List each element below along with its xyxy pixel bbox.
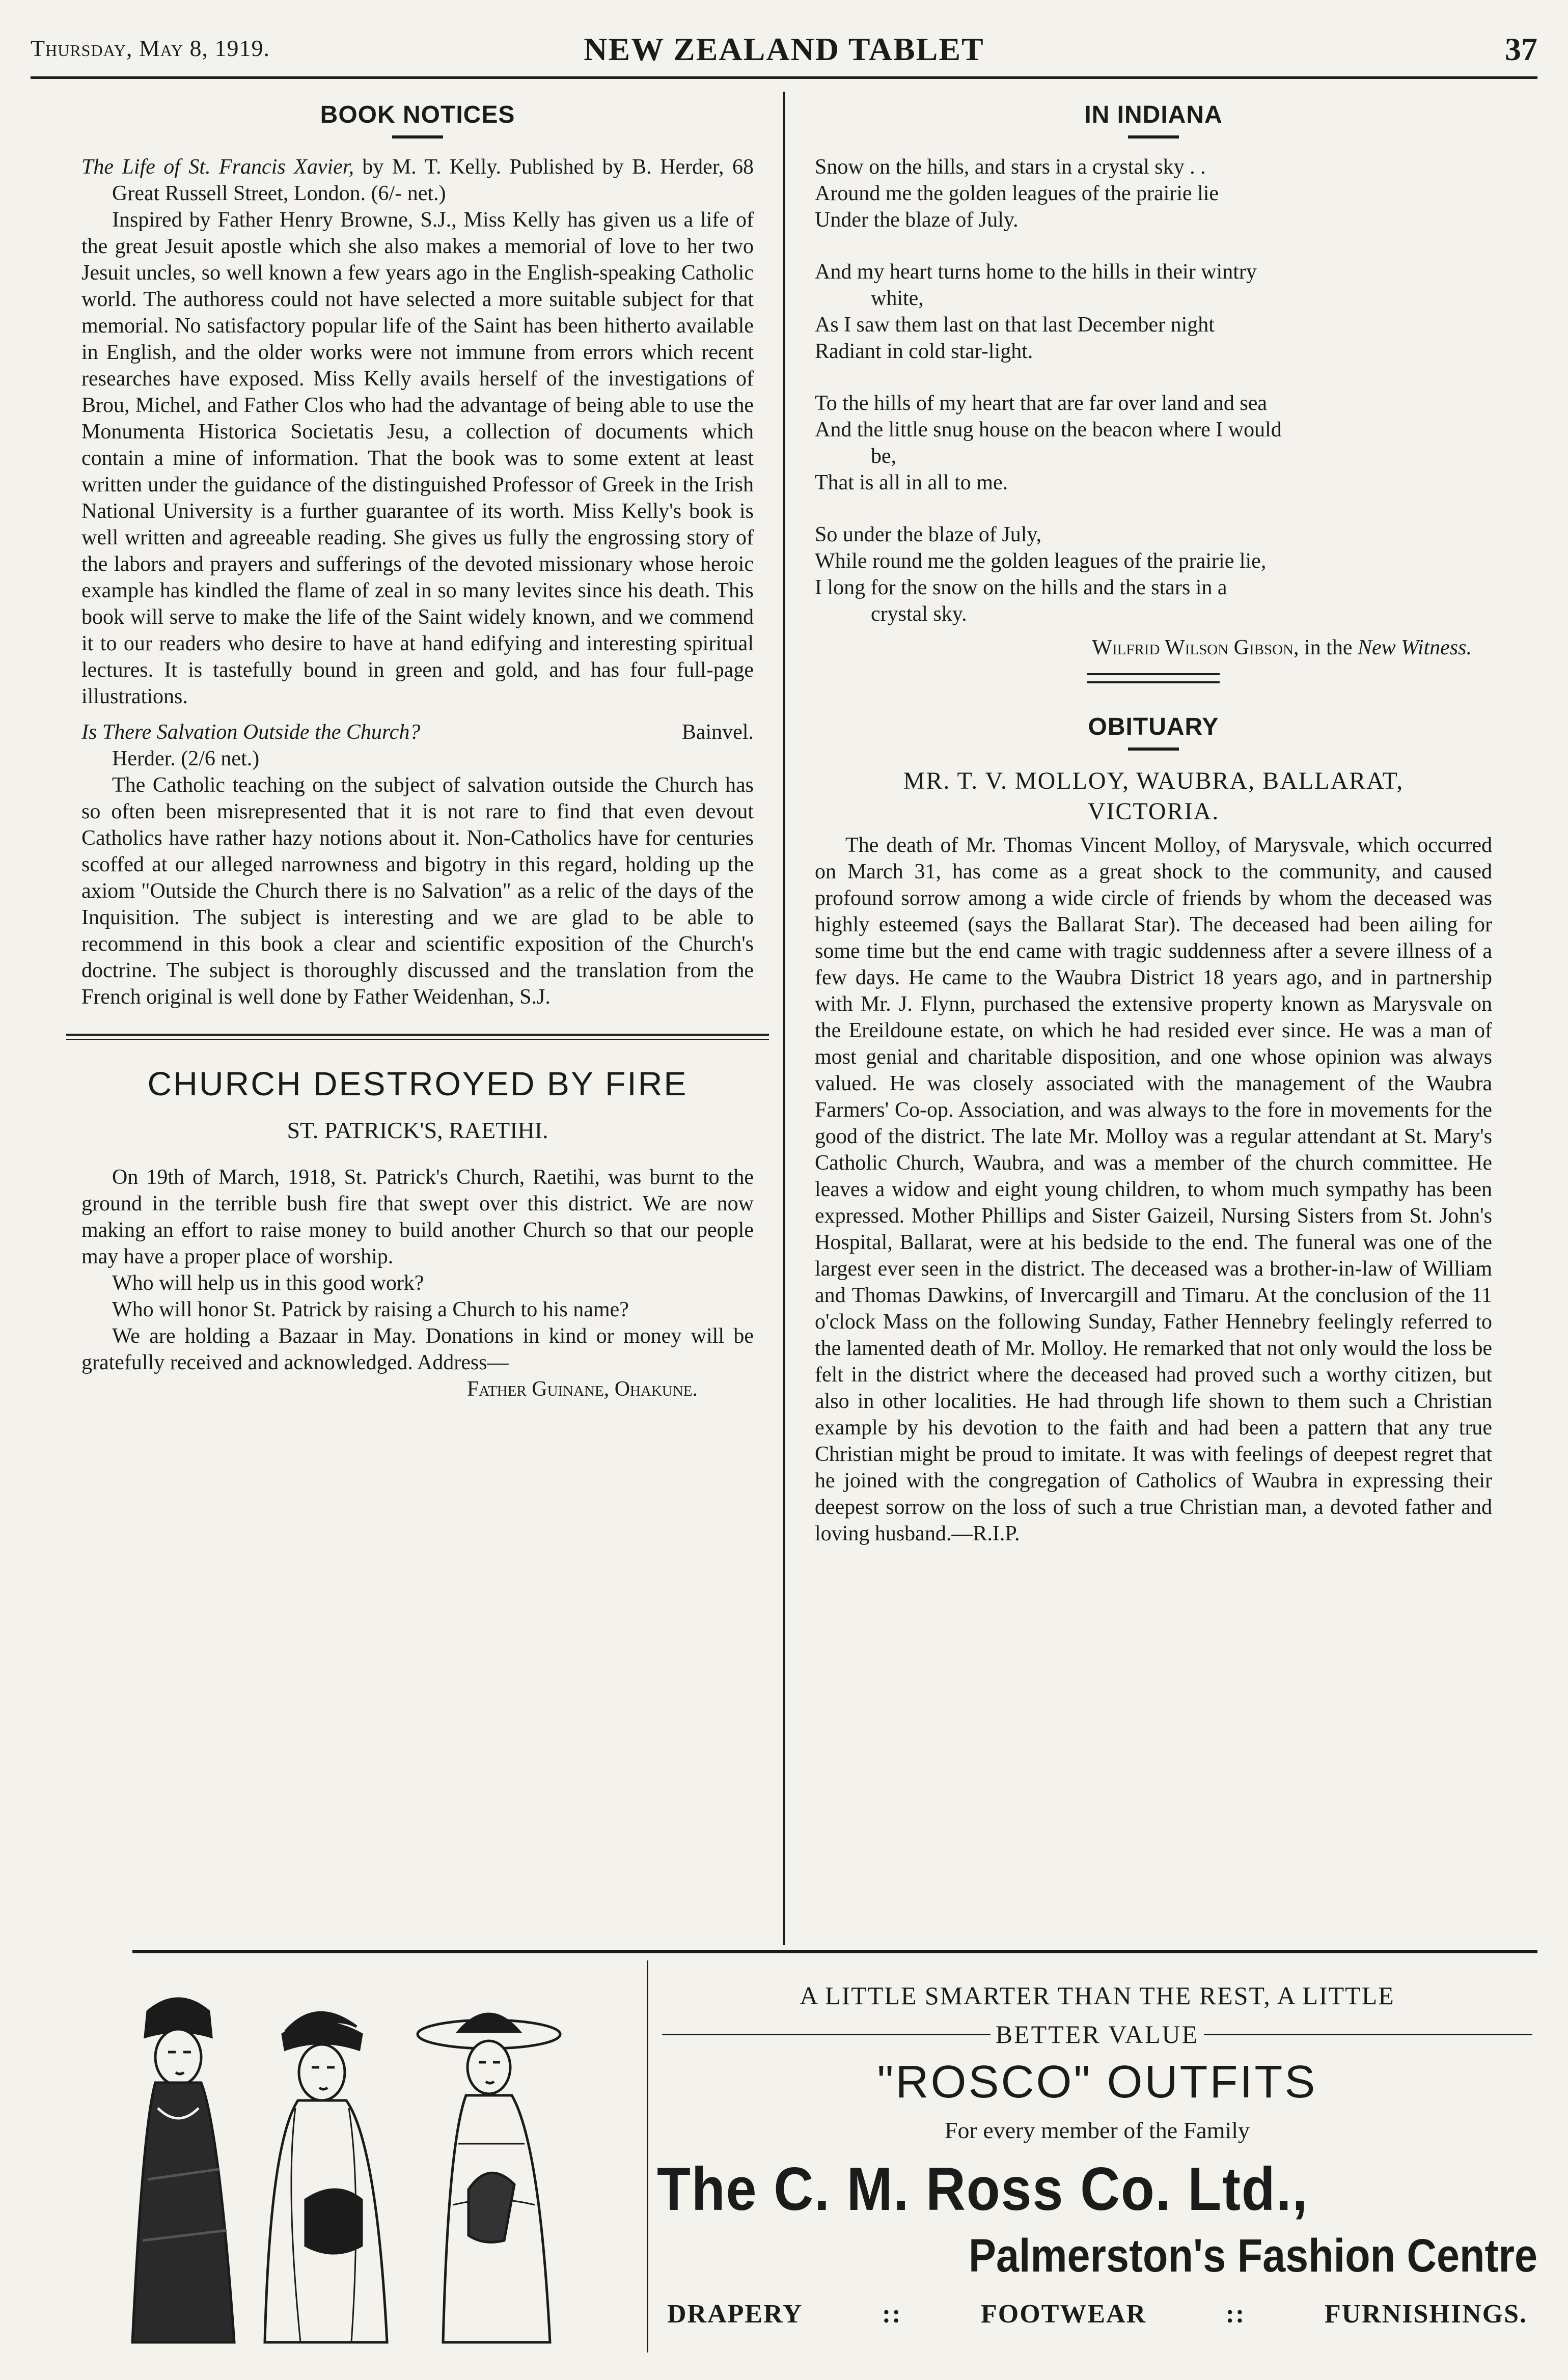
poem-line: be,	[871, 445, 897, 468]
poem-stanza-1	[815, 154, 1492, 233]
right-column	[815, 102, 1492, 1547]
obituary-heading: OBITUARY	[1088, 713, 1219, 740]
issue-date: Thursday, May 8, 1919.	[31, 35, 270, 61]
masthead	[31, 31, 1537, 71]
obituary-text: The death of Mr. Thomas Vincent Molloy, of Marysvale, which occurred on March 31, has come as a great shock to the community, and caused profound sorrow among a wide circle of friends by whom the deceased was highly esteemed (says the Ballarat Star). The deceased had been ailing for some time but the end came with tragic suddenness after a severe illness of a few days. He came to the Waubra District 18 years ago, and in partnership with Mr. J. Flynn, purchased the extensive property known as Marysvale on the Ereildoune estate, on which he had resided ever since. He was a man of most genial and charitable disposition, and one whose opinion was always valued. He was closely associated with the management of the Waubra Farmers' Co-op. Association, and was always to the fore in movements for the good of the district. The late Mr. Molloy was a regular attendant at St. Mary's Catholic Church, Waubra, and was a member of the church committee. He leaves a widow and eight young children, to whom much sympathy has been expressed. Mother Phillips and Sister Gaizeil, Nursing Sisters from St. John's Hospital, Ballarat, were at his bedside to the end. The funeral was one of the largest ever seen in the district. The deceased was a brother-in-law of William and Thomas Dawkins, of Invercargill and Timaru. At the conclusion of the 11 o'clock Mass on the following Sunday, Father Hennebry feelingly referred to the lamented death of Mr. Molloy. He remarked that not only would the loss be felt in the district where the deceased had proved such a worthy citizen, but also in other localities. He had through life shown to them such a Christian example by his devotion to the faith and had been a pattern that any true Christian might be proud to imitate. It was with feelings of deepest regret that he joined with the congregation of Catholics of Waubra in expressing their deepest sorrow on the loss of such a true Christian man, a devoted father and loving husband.—R.I.P.	[815, 834, 1492, 1545]
fashion-illustration	[102, 1976, 631, 2347]
poem-line: crystal sky.	[871, 602, 967, 626]
poem-stanza-3	[815, 390, 1492, 496]
book2-author: Bainvel.	[681, 721, 754, 744]
book2-review: The Catholic teaching on the subject of salvation outside the Church has so often been misrepresented that it is not rare to find that even devout Catholics have rather hazy notions about it. Non-Catholics have for centuries scoffed at our alleged narrowness and bigotry in this regard, holding up the axiom "Outside the Church there is no Salvation" as a relic of the days of the Inquisition. The subject is interesting and we are glad to be able to recommend in this book a clear and scientific exposition of the Church's doctrine. The subject is thoroughly discussed and the translation from the French original is well done by Father Weidenhan, S.J.	[81, 773, 754, 1009]
advert-subtitle: For every member of the Family	[944, 2117, 1250, 2143]
advert-divider	[647, 1960, 648, 2353]
paper-title: NEW ZEALAND TABLET	[584, 31, 984, 67]
book2-citation	[81, 719, 754, 772]
advert-company: The C. M. Ross Co. Ltd.,	[657, 2155, 1309, 2223]
church-fire-p2: Who will help us in this good work?	[112, 1271, 424, 1295]
advert-top-rule	[132, 1950, 1537, 1953]
advert-better-value	[657, 2019, 1537, 2049]
poem-stanza-2	[815, 259, 1492, 365]
poem-line: To the hills of my heart that are far over land and sea	[815, 392, 1268, 415]
dept-footwear: FOOTWEAR	[981, 2300, 1147, 2329]
poem-line: That is all in all to me.	[815, 471, 1008, 494]
book1-details: by M. T. Kelly. Published by B. Herder, 68 Great Russell Street, London. (6/- net.)	[112, 155, 754, 205]
church-fire-heading: CHURCH DESTROYED BY FIRE	[147, 1065, 688, 1102]
poem-attribution	[815, 634, 1492, 661]
dept-furnishings: FURNISHINGS.	[1324, 2300, 1527, 2329]
section-double-rule	[66, 1034, 769, 1040]
heading-rule	[1128, 135, 1179, 139]
poem-line: white,	[871, 287, 924, 310]
poem-line: Radiant in cold star-light.	[815, 340, 1033, 363]
poem-line: So under the blaze of July,	[815, 523, 1042, 546]
advert-departments	[657, 2299, 1537, 2329]
church-fire-p4: We are holding a Bazaar in May. Donations in kind or money will be gratefully received and acknowledged. Address—	[81, 1324, 754, 1374]
poem-stanza-4	[815, 521, 1492, 627]
heading-rule	[1128, 748, 1179, 751]
column-divider	[783, 92, 785, 1945]
dept-separator: ::	[882, 2300, 902, 2329]
poem-source: New Witness.	[1357, 636, 1472, 659]
obituary-subheading: MR. T. V. MOLLOY, WAUBRA, BALLARAT, VICTORIA.	[903, 767, 1404, 825]
advert-fashion-centre: Palmerston's Fashion Centre	[969, 2230, 1537, 2282]
advert-rule	[662, 2034, 991, 2035]
advert-better-text: BETTER VALUE	[995, 2020, 1199, 2049]
poem-body	[815, 154, 1492, 661]
poem-line: Under the blaze of July.	[815, 208, 1019, 232]
poem-line: And my heart turns home to the hills in their wintry	[815, 260, 1257, 284]
woman-figure-icon	[132, 1999, 234, 2342]
church-fire-subheading: ST. PATRICK'S, RAETIHI.	[287, 1117, 548, 1143]
woman-figure-icon	[418, 2014, 560, 2342]
book1-citation	[81, 154, 754, 207]
poem-line: Around me the golden leagues of the prairie lie	[815, 182, 1219, 205]
poem-line: As I saw them last on that last December night	[815, 313, 1215, 337]
poem-line: Snow on the hills, and stars in a crystal sky . .	[815, 155, 1206, 179]
book-notices-heading: BOOK NOTICES	[320, 101, 515, 128]
dept-drapery: DRAPERY	[667, 2300, 803, 2329]
book1-title: The Life of St. Francis Xavier,	[81, 155, 354, 179]
poem-line: And the little snug house on the beacon where I would	[815, 418, 1282, 441]
book1-review: Inspired by Father Henry Browne, S.J., Miss Kelly has given us a life of the great Jesuit apostle which she also makes a memorial of love to her two Jesuit uncles, so well known a few years ago in the English-speaking Catholic world. The authoress could not have selected a more suitable subject for that memorial. No satisfactory popular life of the Saint has been hitherto available in English, and the older works were not immune from errors which recent researches have exposed. Miss Kelly avails herself of the investigations of Brou, Michel, and Father Clos who had the advantage of being able to use the Monumenta Historica Societatis Jesu, a collection of documents which contain a mine of information. That the book was to some extent at least written under the guidance of the distinguished Professor of Greek in the Irish National University is a further guarantee of its worth. Miss Kelly's book is well written and agreeable reading. She gives us fully the engrossing story of the labors and prayers and sufferings of the devoted missionary whose heroic example has kindled the flame of zeal in so many levites since his death. This book will serve to make the life of the Saint widely known, and we commend it to our readers who desire to have at hand edifying and interesting spiritual lectures. It is tastefully bound in green and gold, and has four full-page illustrations.	[81, 208, 754, 708]
heading-rule	[392, 135, 443, 139]
advert-rule	[1204, 2034, 1532, 2035]
advert-brand: "ROSCO" OUTFITS	[877, 2057, 1317, 2108]
dept-separator: ::	[1225, 2300, 1246, 2329]
woman-figure-icon	[265, 2012, 387, 2342]
book2-details: Herder. (2/6 net.)	[112, 747, 260, 770]
left-column	[81, 102, 754, 1402]
book2-title: Is There Salvation Outside the Church?	[81, 721, 421, 744]
masthead-rule	[31, 76, 1537, 79]
poem-line: I long for the snow on the hills and the stars in a	[815, 576, 1227, 599]
poem-source-prefix: in the	[1299, 636, 1358, 659]
rosco-advert	[657, 1981, 1537, 2349]
advert-tagline: A LITTLE SMARTER THAN THE REST, A LITTLE	[800, 1981, 1395, 2010]
church-fire-p1: On 19th of March, 1918, St. Patrick's Church, Raetihi, was burnt to the ground in the terrible bush fire that swept over this district. We are now making an effort to raise money to build another Church so that our people may have a proper place of worship.	[81, 1166, 754, 1268]
poem-line: While round me the golden leagues of the prairie lie,	[815, 549, 1267, 573]
church-fire-p3: Who will honor St. Patrick by raising a Church to his name?	[112, 1298, 629, 1321]
poem-heading: IN INDIANA	[1084, 101, 1223, 128]
page-number: 37	[1505, 31, 1537, 67]
church-fire-signature: Father Guinane, Ohakune.	[466, 1377, 698, 1401]
poem-end-rule	[1087, 673, 1220, 683]
poem-author: Wilfrid Wilson Gibson,	[1092, 636, 1299, 659]
